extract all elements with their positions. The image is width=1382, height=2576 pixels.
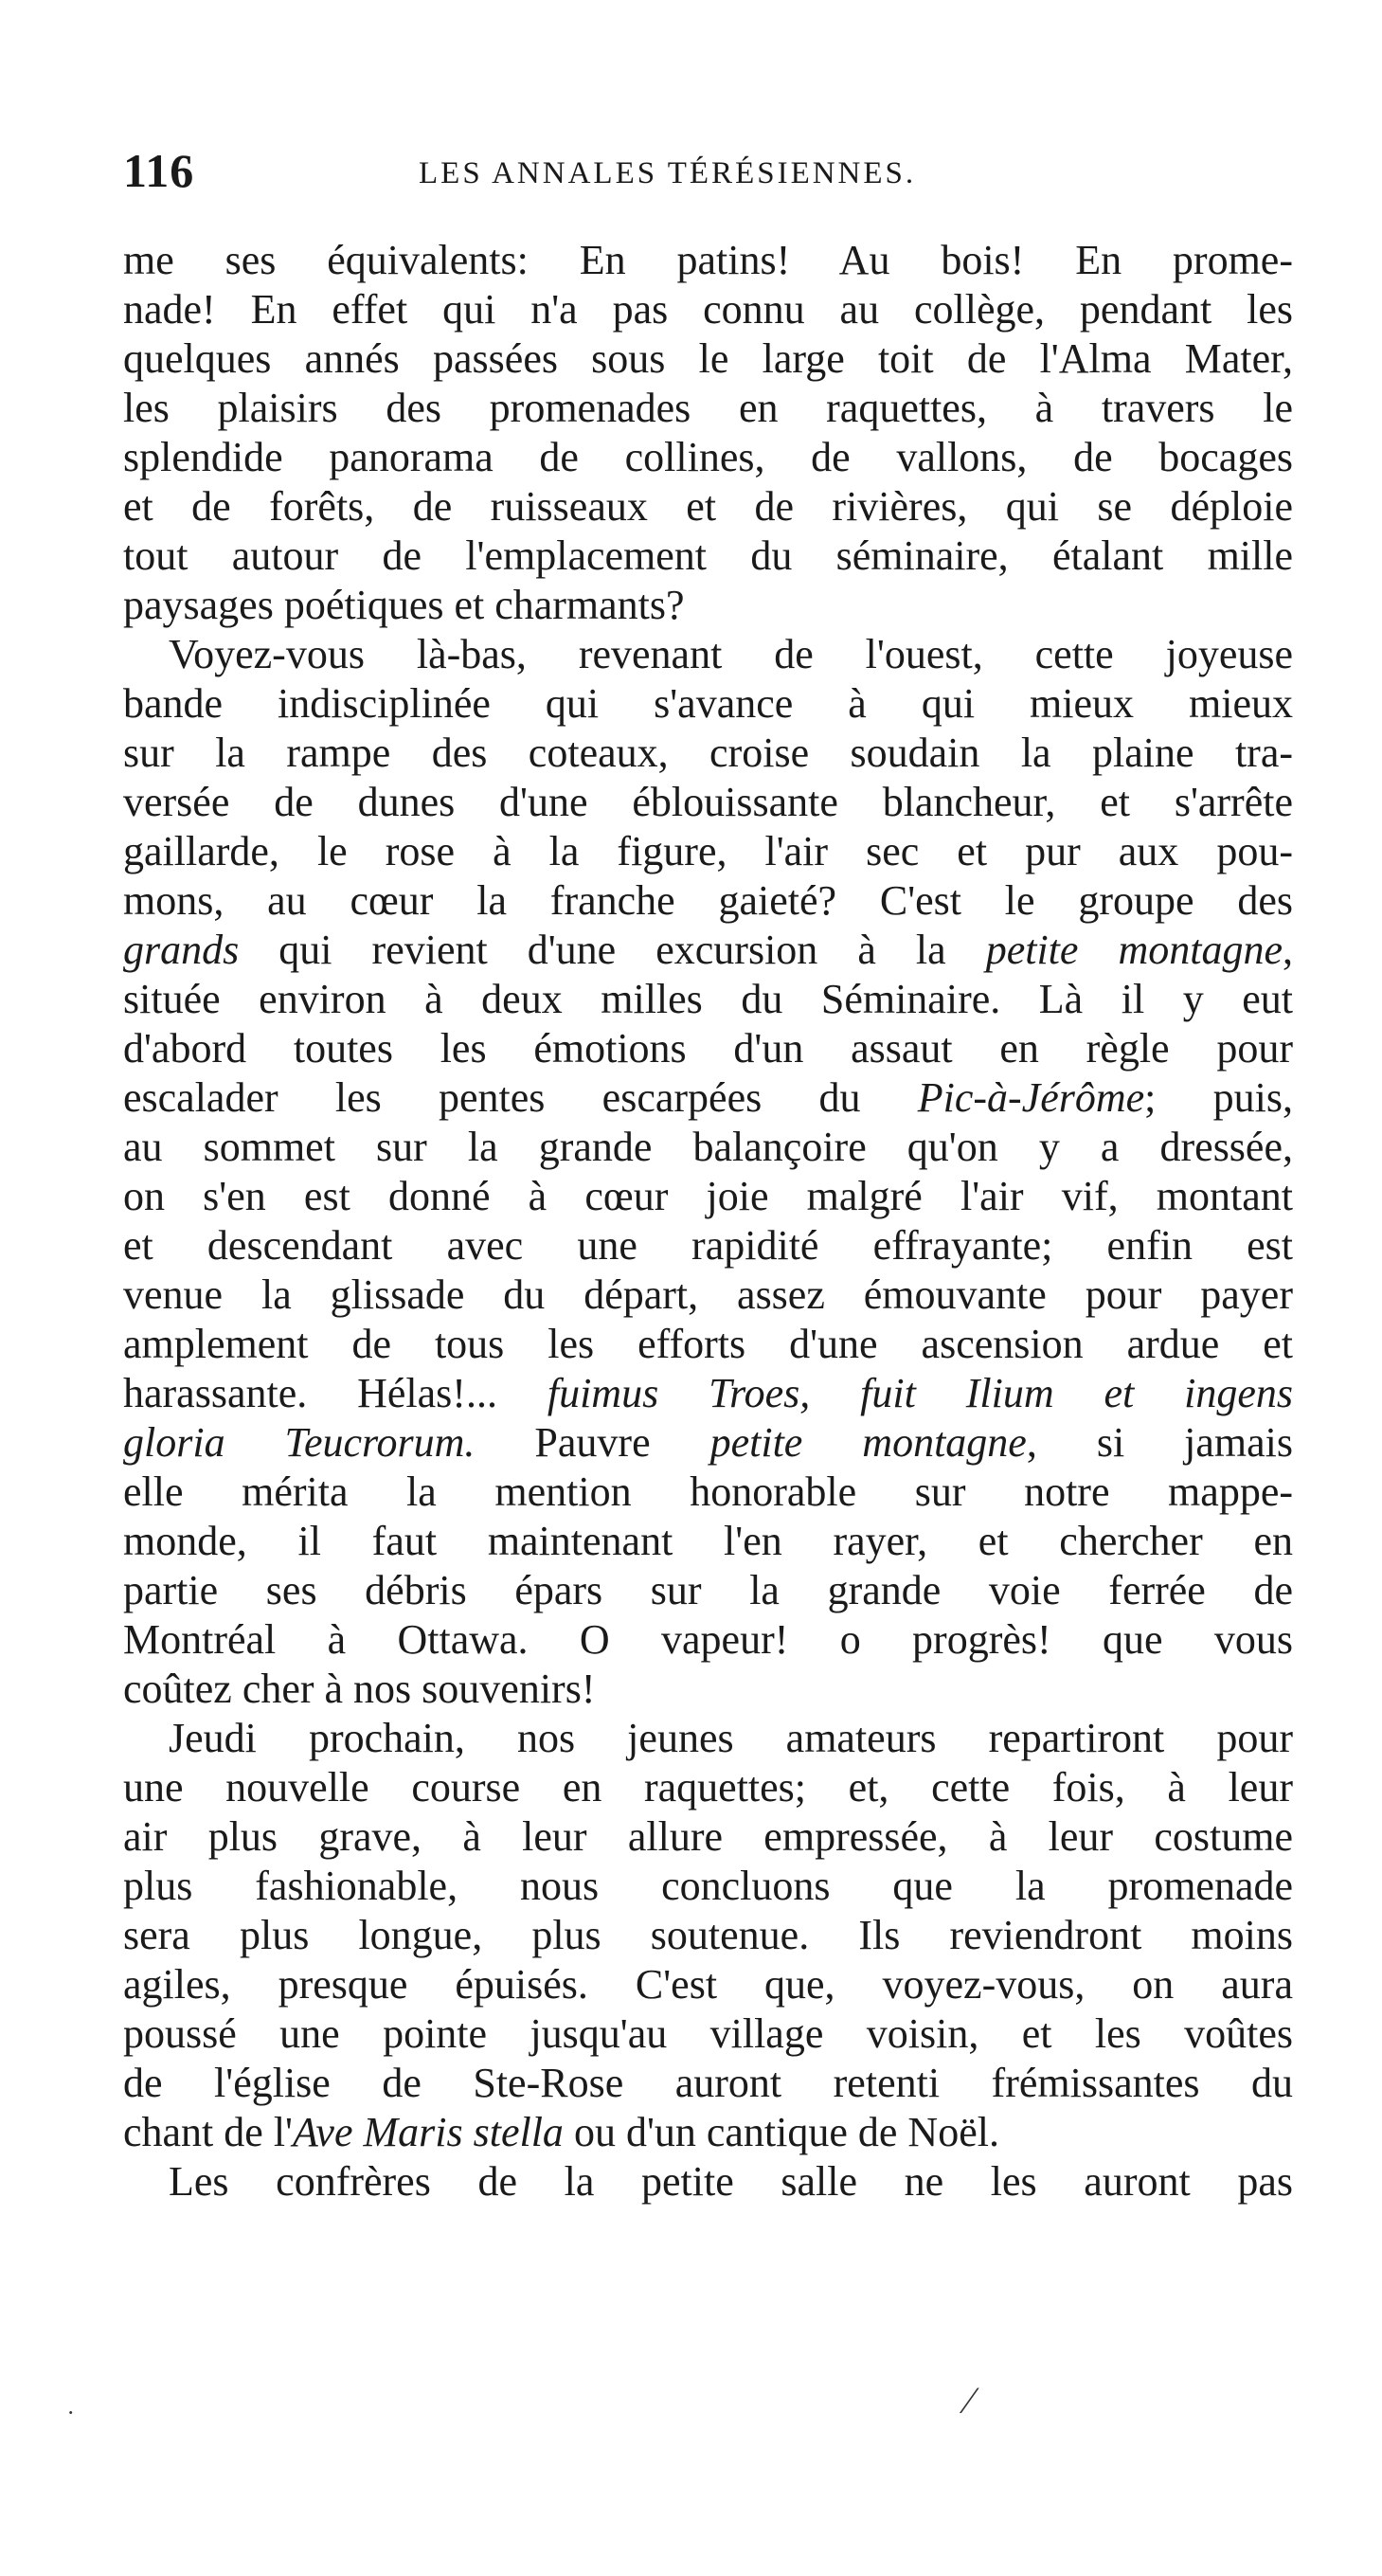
text-line: chant de l'Ave Maris stella ou d'un cantique de Noël.: [123, 2109, 999, 2155]
text-line: Montréal à Ottawa. O vapeur! o progrès! que vous: [123, 1616, 1293, 1663]
text-line: d'abord toutes les émotions d'un assaut en règle pour: [123, 1025, 1293, 1072]
text-line: située environ à deux milles du Séminaire. Là il y eut: [123, 976, 1293, 1022]
text-line: poussé une pointe jusqu'au village voisin, et les voûtes: [123, 2010, 1293, 2057]
body-text: [123, 236, 1293, 2207]
text-line: paysages poétiques et charmants?: [123, 582, 685, 628]
text-line: me ses équivalents: En patins! Au bois! En prome-: [123, 237, 1293, 283]
text-line: tout autour de l'emplacement du séminaire, étalant mille: [123, 532, 1293, 579]
text-line: sur la rampe des coteaux, croise soudain la plaine tra-: [123, 730, 1293, 776]
text-line: plus fashionable, nous concluons que la promenade: [123, 1863, 1293, 1909]
text-line: grands qui revient d'une excursion à la petite montagne,: [123, 927, 1294, 973]
text-line: bande indisciplinée qui s'avance à qui mieux mieux: [123, 680, 1293, 727]
text-line: quelques annés passées sous le large toit de l'Alma Mater,: [123, 335, 1293, 382]
text-line: Voyez-vous là-bas, revenant de l'ouest, cette joyeuse: [169, 631, 1293, 677]
running-header: [123, 142, 1293, 199]
text-line: sera plus longue, plus soutenue. Ils reviendront moins: [123, 1912, 1293, 1958]
text-line: au sommet sur la grande balançoire qu'on y a dressée,: [123, 1124, 1293, 1170]
paragraph: [123, 236, 1293, 630]
text-line: Les confrères de la petite salle ne les auront pas: [169, 2158, 1293, 2205]
text-line: gloria Teucrorum. Pauvre petite montagne, si jamais: [123, 1419, 1294, 1466]
text-line: elle mérita la mention honorable sur notre mappe-: [123, 1468, 1293, 1515]
paragraph: [123, 2157, 1293, 2207]
text-line: versée de dunes d'une éblouissante blancheur, et s'arrête: [123, 779, 1293, 825]
text-line: agiles, presque épuisés. C'est que, voyez-vous, on aura: [123, 1961, 1293, 2008]
text-line: une nouvelle course en raquettes; et, cette fois, à leur: [123, 1764, 1293, 1810]
text-line: les plaisirs des promenades en raquettes, à travers le: [123, 385, 1293, 431]
text-line: gaillarde, le rose à la figure, l'air sec et pur aux pou-: [123, 828, 1293, 874]
text-line: nade! En effet qui n'a pas connu au collège, pendant les: [123, 286, 1293, 333]
print-speck-mark: ⁄: [966, 2379, 973, 2422]
text-line: et descendant avec une rapidité effrayante; enfin est: [123, 1222, 1293, 1269]
text-line: splendide panorama de collines, de vallons, de bocages: [123, 434, 1293, 480]
text-line: partie ses débris épars sur la grande voie ferrée de: [123, 1567, 1293, 1613]
text-line: air plus grave, à leur allure empressée, à leur costume: [123, 1813, 1293, 1860]
print-speck-mark: ˙: [66, 2406, 76, 2436]
paragraph: [123, 630, 1293, 1714]
text-line: de l'église de Ste-Rose auront retenti frémissantes du: [123, 2060, 1293, 2106]
text-line: amplement de tous les efforts d'une ascension ardue et: [123, 1321, 1293, 1367]
text-line: mons, au cœur la franche gaieté? C'est le groupe des: [123, 877, 1293, 924]
text-line: on s'en est donné à cœur joie malgré l'air vif, montant: [123, 1173, 1293, 1219]
running-title: LES ANNALES TÉRÉSIENNES.: [419, 156, 917, 190]
text-line: escalader les pentes escarpées du Pic-à-Jérôme; puis,: [123, 1074, 1293, 1121]
text-line: Jeudi prochain, nos jeunes amateurs repartiront pour: [169, 1715, 1293, 1761]
text-line: harassante. Hélas!... fuimus Troes, fuit Ilium et ingens: [123, 1370, 1294, 1416]
text-line: coûtez cher à nos souvenirs!: [123, 1666, 596, 1712]
text-line: venue la glissade du départ, assez émouvante pour payer: [123, 1271, 1293, 1318]
page-number: 116: [123, 144, 195, 197]
paragraph: [123, 1714, 1293, 2157]
text-line: monde, il faut maintenant l'en rayer, et chercher en: [123, 1518, 1293, 1564]
text-line: et de forêts, de ruisseaux et de rivières, qui se déploie: [123, 483, 1293, 530]
